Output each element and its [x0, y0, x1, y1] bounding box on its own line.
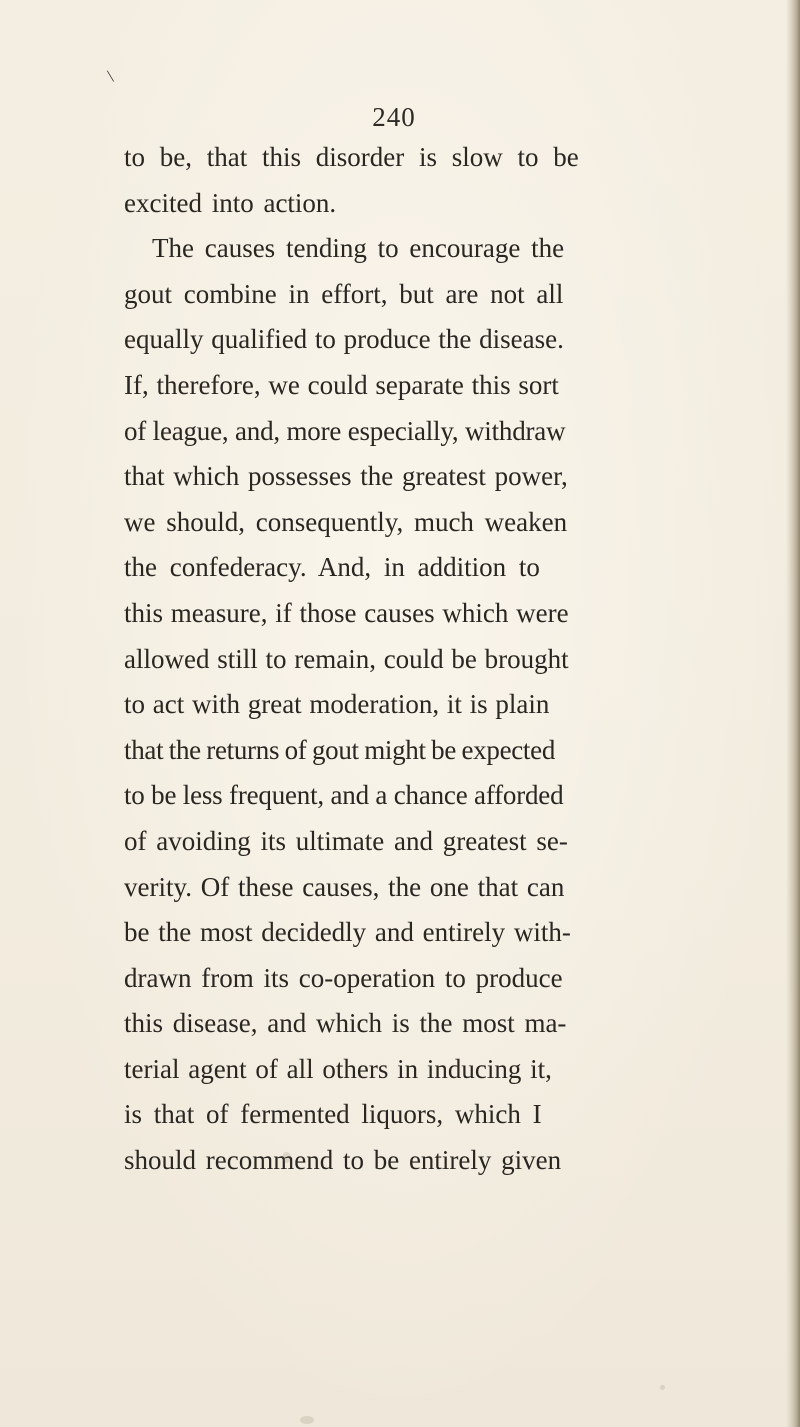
text-line: to be, that this disorder is slow to be	[124, 142, 579, 172]
text-line: verity. Of these causes, the one that can	[124, 871, 565, 902]
paper-spot	[300, 1416, 314, 1424]
text-line: If, therefore, we could separate this sort	[124, 369, 559, 400]
text-line: The causes tending to encourage the	[152, 233, 565, 264]
paper-spot	[660, 1385, 665, 1390]
text-line: drawn from its co-operation to produce	[124, 962, 563, 993]
text-line: equally qualified to produce the disease.	[124, 324, 564, 355]
text-line: we should, consequently, much weaken	[124, 506, 568, 537]
body-text	[124, 135, 764, 1184]
text-line: the confederacy. And, in addition to	[124, 552, 540, 583]
text-line: allowed still to remain, could be brought	[124, 643, 569, 674]
text-line: terial agent of all others in inducing it,	[124, 1053, 552, 1084]
text-line: this disease, and which is the most ma-	[124, 1008, 567, 1039]
text-line: that which possesses the greatest power,	[124, 461, 568, 492]
text-line: this measure, if those causes which were	[124, 597, 569, 628]
page-number: 240	[372, 102, 416, 132]
text-line: excited into action.	[124, 187, 337, 218]
margin-mark: \	[105, 65, 115, 87]
text-line: to be less frequent, and a chance afforded	[124, 780, 564, 811]
text-line: be the most decidedly and entirely with-	[124, 917, 571, 948]
text-line: is that of fermented liquors, which I	[124, 1099, 542, 1130]
paper-spot	[282, 1152, 291, 1163]
text-line: of avoiding its ultimate and greatest se-	[124, 825, 568, 856]
text-line: that the returns of gout might be expected	[124, 734, 556, 765]
text-line: gout combine in effort, but are not all	[124, 278, 564, 309]
text-line: to act with great moderation, it is plain	[124, 689, 550, 720]
text-line: should recommend to be entirely given	[124, 1145, 562, 1176]
page-edge-shadow	[786, 0, 800, 1427]
text-line: of league, and, more especially, withdraw	[124, 415, 566, 446]
